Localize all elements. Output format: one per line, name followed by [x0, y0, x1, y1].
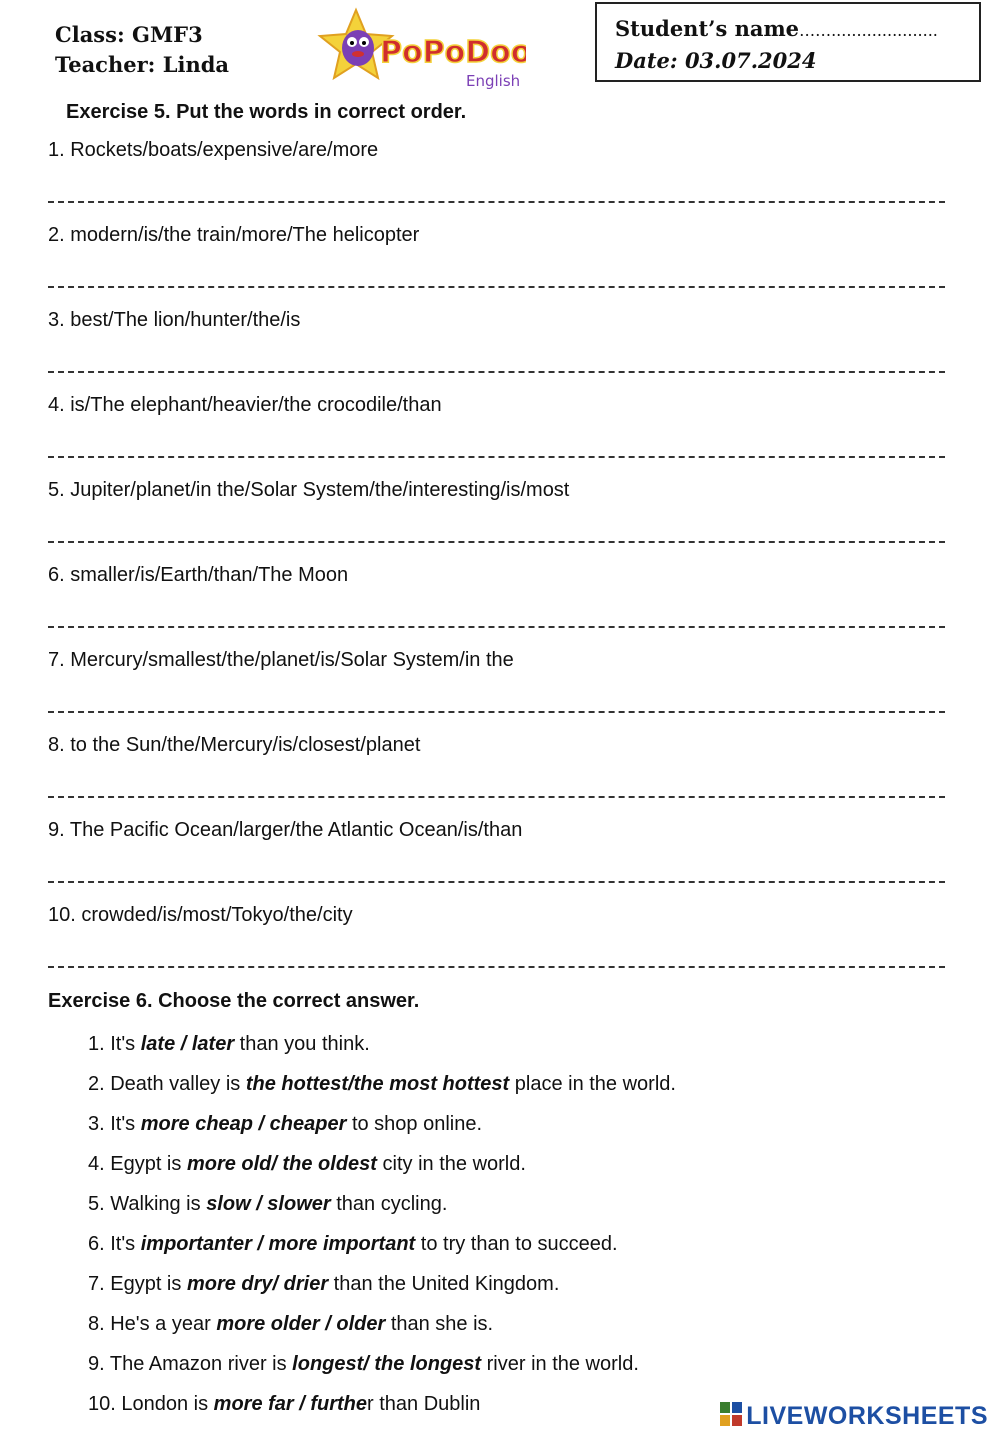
- ex6-item-6-pre: 6. It's: [88, 1233, 141, 1255]
- ex6-item-4-options[interactable]: more old/ the oldest: [186, 1153, 377, 1175]
- student-name-blank: …….....................: [799, 21, 938, 40]
- ex6-item-1-pre: 1. It's: [88, 1033, 141, 1055]
- student-info-box: [595, 2, 981, 82]
- header-info: [55, 20, 229, 80]
- ex6-item-6: [88, 1233, 618, 1256]
- ex6-item-9-pre: 9. The Amazon river is: [88, 1353, 293, 1375]
- logo-graphic: [316, 6, 526, 92]
- ex5-answer-line-9: [48, 881, 945, 883]
- popodoo-logo: [316, 6, 526, 92]
- date-label: Date: 03.07.2024: [615, 48, 817, 73]
- ex6-item-6-options[interactable]: importanter / more important: [140, 1233, 416, 1255]
- logo-subtext: English: [466, 72, 521, 90]
- liveworksheets-wordmark: LIVEWORKSHEETS: [746, 1402, 988, 1431]
- ex6-item-3-pre: 3. It's: [88, 1113, 141, 1135]
- ex6-item-2-options[interactable]: the hottest/the most hottest: [245, 1073, 510, 1095]
- ex5-answer-line-2: [48, 286, 945, 288]
- ex5-answer-line-10: [48, 966, 945, 968]
- ex6-item-3-post: to shop online.: [346, 1113, 483, 1135]
- ex6-item-2-post: place in the world.: [509, 1073, 676, 1095]
- ex6-item-4-pre: 4. Egypt is: [88, 1153, 187, 1175]
- ex6-item-8-options[interactable]: more older / older: [216, 1313, 386, 1335]
- ex5-answer-line-5: [48, 541, 945, 543]
- ex6-item-8-post: than she is.: [385, 1313, 494, 1335]
- ex5-answer-line-1: [48, 201, 945, 203]
- ex5-item-10: 10. crowded/is/most/Tokyo/the/city: [48, 904, 353, 926]
- ex6-item-9-post: river in the world.: [481, 1353, 639, 1375]
- ex6-item-5: [88, 1193, 447, 1216]
- ex6-item-2: [88, 1073, 676, 1096]
- ex6-item-3-options[interactable]: more cheap / cheaper: [140, 1113, 347, 1135]
- ex5-item-8: 8. to the Sun/the/Mercury/is/closest/planet: [48, 734, 421, 756]
- ex6-item-1-options[interactable]: late / later: [140, 1033, 235, 1055]
- ex6-item-7: [88, 1273, 559, 1296]
- ex5-item-9: 9. The Pacific Ocean/larger/the Atlantic Ocean/is/than: [48, 819, 523, 841]
- ex6-item-10-pre: 10. London is: [88, 1393, 214, 1415]
- class-label: Class: GMF3: [55, 22, 203, 47]
- liveworksheets-brand[interactable]: [720, 1402, 988, 1433]
- ex6-item-7-post: than the United Kingdom.: [328, 1273, 560, 1295]
- teacher-label: Teacher: Linda: [55, 52, 230, 77]
- ex6-item-5-pre: 5. Walking is: [88, 1193, 207, 1215]
- ex6-item-7-options[interactable]: more dry/ drier: [186, 1273, 329, 1295]
- ex5-item-2: 2. modern/is/the train/more/The helicopter: [48, 224, 420, 246]
- logo-wordmark: PoPoDoo: [380, 35, 526, 70]
- ex5-answer-line-3: [48, 371, 945, 373]
- ex6-item-9: [88, 1353, 639, 1376]
- ex6-item-8-pre: 8. He's a year: [88, 1313, 217, 1335]
- ex6-item-7-pre: 7. Egypt is: [88, 1273, 187, 1295]
- ex5-item-7: 7. Mercury/smallest/the/planet/is/Solar System/in the: [48, 649, 514, 671]
- ex6-item-6-post: to try than to succeed.: [415, 1233, 618, 1255]
- student-name-line: [615, 14, 979, 46]
- ex6-item-1-post: than you think.: [234, 1033, 370, 1055]
- ex5-answer-line-7: [48, 711, 945, 713]
- ex5-answer-line-4: [48, 456, 945, 458]
- ex5-item-3: 3. best/The lion/hunter/the/is: [48, 309, 301, 331]
- ex6-item-1: [88, 1033, 370, 1056]
- ex6-item-10-options[interactable]: more far / furthe: [213, 1393, 368, 1415]
- ex6-item-4: [88, 1153, 526, 1176]
- ex5-answer-line-6: [48, 626, 945, 628]
- ex5-item-4: 4. is/The elephant/heavier/the crocodile/than: [48, 394, 442, 416]
- ex5-item-5: 5. Jupiter/planet/in the/Solar System/the/interesting/is/most: [48, 479, 570, 501]
- ex6-item-3: [88, 1113, 482, 1136]
- ex6-item-10: [88, 1393, 480, 1416]
- exercise5-title: Exercise 5. Put the words in correct order.: [66, 101, 467, 123]
- ex6-item-5-options[interactable]: slow / slower: [206, 1193, 331, 1215]
- student-name-label: Student’s name: [615, 16, 800, 41]
- exercise6-title: Exercise 6. Choose the correct answer.: [48, 990, 420, 1012]
- ex5-answer-line-8: [48, 796, 945, 798]
- ex5-item-1: 1. Rockets/boats/expensive/are/more: [48, 139, 379, 161]
- ex6-item-10-post: r than Dublin: [367, 1393, 481, 1415]
- ex6-item-4-post: city in the world.: [376, 1153, 526, 1175]
- ex6-item-9-options[interactable]: longest/ the longest: [292, 1353, 482, 1375]
- ex6-item-8: [88, 1313, 493, 1336]
- ex6-item-5-post: than cycling.: [330, 1193, 448, 1215]
- ex6-item-2-pre: 2. Death valley is: [88, 1073, 246, 1095]
- liveworksheets-logo-icon: [720, 1402, 742, 1433]
- ex5-item-6: 6. smaller/is/Earth/than/The Moon: [48, 564, 349, 586]
